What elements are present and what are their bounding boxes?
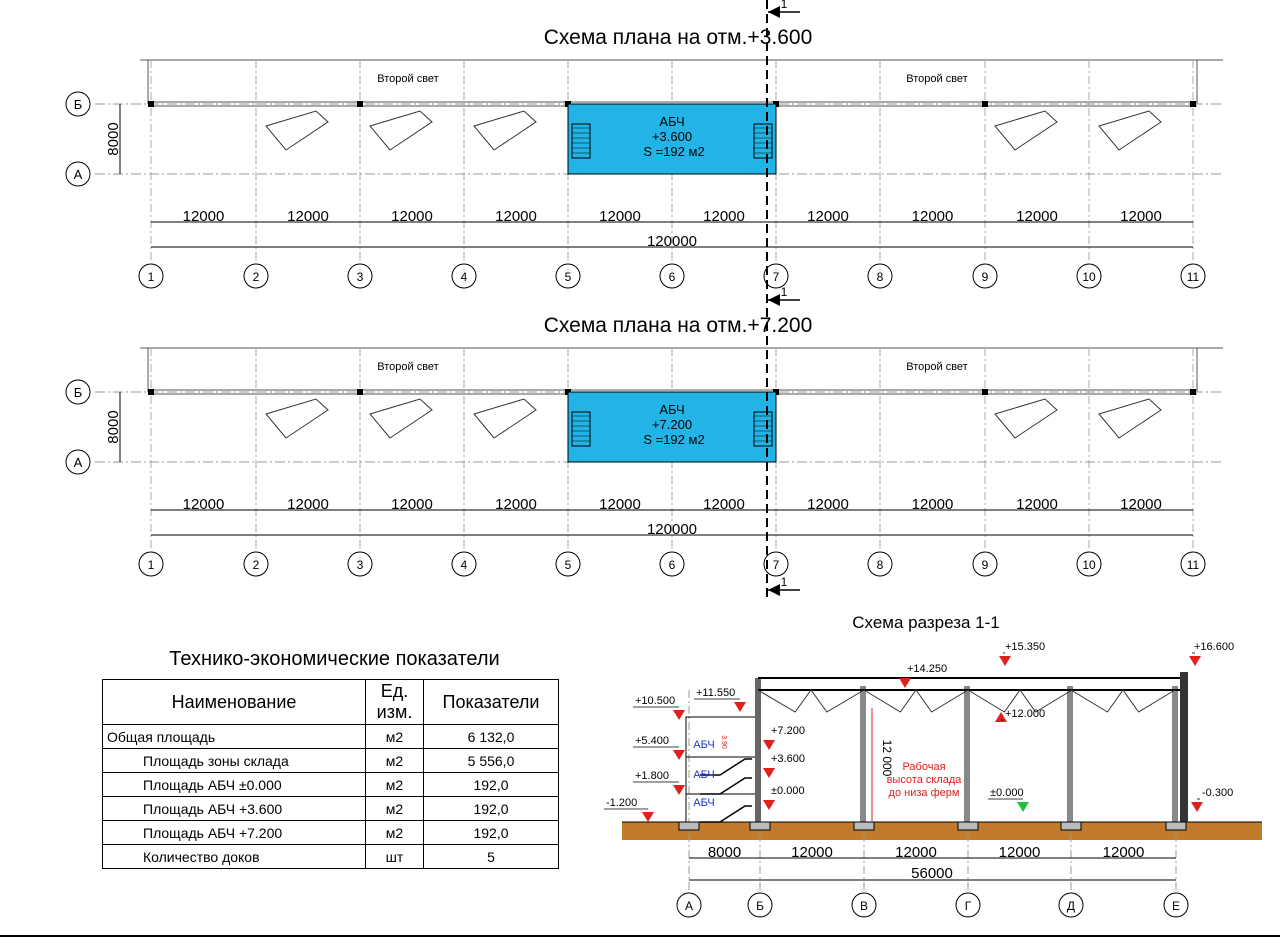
bay-dim-label: 12000 [599,496,641,513]
total-dim-label: 120000 [646,521,698,538]
plan-column [357,389,363,395]
axis-bubble [973,264,997,288]
bay-dim-label: 12000 [287,496,329,513]
tep-row [103,749,559,773]
abch-area: S =192 м2 [643,144,705,159]
tep-row-name: Общая площадь [103,725,366,749]
axis-bubble-label: 11 [1186,270,1200,284]
level-label: +16.600 [1194,641,1235,653]
height-dim-label: 12 000 [880,739,894,777]
foundation [854,822,874,830]
bay-dim-label: 12000 [495,496,537,513]
axis-bubble-label: 7 [772,558,780,572]
total-dim-label: 120000 [646,233,698,250]
axis-bubble-label: 3 [356,558,364,572]
bay-dim-label: 12000 [911,208,954,225]
bay-dim-label: 12000 [703,208,745,225]
abch-level: +7.200 [651,417,693,432]
tep-row-name: Площадь АБЧ +3.600 [103,797,366,821]
tep-row-unit: шт [366,845,424,869]
tep-header-value: Показатели [424,680,559,725]
tep-row [103,797,559,821]
abch-label: АБЧ [693,769,715,781]
axis-bubble [139,552,163,576]
abch-label: АБЧ [659,114,685,129]
axis-bubble [556,264,580,288]
axis-bubble [973,552,997,576]
axis-bubble-label: 6 [668,270,676,284]
tep-row-name: Количество доков [103,845,366,869]
section-axis-bubble [852,893,876,917]
plan-column [1190,101,1196,107]
level-label: -1.200 [606,797,638,809]
small-dim-label: 3.90 [720,735,727,749]
axis-bubble [348,552,372,576]
row-bubble [66,162,90,186]
section-column [1172,686,1178,822]
row-bubble [66,92,90,116]
tep-row-name: Площадь зоны склада [103,749,366,773]
axis-bubble [452,552,476,576]
span-dim-label: 8000 [707,844,742,861]
tep-row-value: 5 [424,845,559,869]
tep-row-value: 192,0 [424,821,559,845]
axis-bubble [868,552,892,576]
section-axis-bubble [956,893,980,917]
tep-row-name: Площадь АБЧ +7.200 [103,821,366,845]
bay-dim-label: 12000 [391,496,433,513]
abch-label: АБЧ [693,739,715,751]
abch-label: АБЧ [659,402,685,417]
axis-bubble-label: 10 [1082,270,1096,284]
plan-column [357,101,363,107]
bay-dim-label: 12000 [807,496,849,513]
bay-dim-label: 12000 [182,496,225,513]
span-dim-label: 12000 [791,844,833,861]
abch-area: S =192 м2 [643,432,705,447]
row-dim-label: 8000 [105,410,122,444]
axis-bubble-label: 1 [147,270,155,284]
section-mark-label: 1 [780,285,788,299]
row-bubble [66,380,90,404]
tep-row [103,773,559,797]
axis-bubble-label: 7 [772,270,780,284]
axis-bubble-label: 9 [981,270,989,284]
level-label: -0.300 [1202,787,1234,799]
second-light-label: Второй свет [377,73,439,85]
bay-dim-label: 12000 [703,496,745,513]
level-label: +14.250 [907,663,948,675]
plan-column [148,389,154,395]
axis-bubble [868,264,892,288]
plan-title: Схема плана на отм.+3.600 [543,26,813,49]
foundation [1166,822,1186,830]
tep-row-name: Площадь АБЧ ±0.000 [103,773,366,797]
tep-row-unit: м2 [366,821,424,845]
abch-label: АБЧ [693,797,715,809]
axis-bubble-label: 1 [147,558,155,572]
section-axis-bubble [1164,893,1188,917]
axis-bubble [1077,552,1101,576]
axis-bubble [139,264,163,288]
foundation [1061,822,1081,830]
row-dim-label: 8000 [105,122,122,156]
axis-bubble-label: 10 [1082,558,1096,572]
tep-title: Технико-экономические показатели [169,648,500,670]
axis-bubble-label: 6 [668,558,676,572]
section-axis-label: Г [964,899,972,913]
section-note: до низа ферм [888,787,960,799]
tep-table [102,679,559,869]
section-axis-bubble [1059,893,1083,917]
tep-header-unit: Ед. изм. [366,680,424,725]
bay-dim-label: 12000 [182,208,225,225]
plan-column [982,389,988,395]
axis-bubble-label: 8 [876,270,884,284]
tep-row-unit: м2 [366,749,424,773]
level-label: ±0.000 [990,787,1024,799]
section-axis-label: В [859,899,869,913]
level-label: ±0.000 [771,785,805,797]
row-bubble-label: Б [73,385,83,400]
axis-bubble [452,264,476,288]
span-dim-label: 12000 [895,844,937,861]
foundation [958,822,978,830]
axis-bubble-label: 4 [460,558,468,572]
tep-row-value: 192,0 [424,797,559,821]
axis-bubble-label: 2 [252,270,260,284]
bay-dim-label: 12000 [495,208,537,225]
axis-bubble [1077,264,1101,288]
column-b [755,678,761,822]
axis-bubble [244,552,268,576]
section-axis-label: Б [756,899,764,913]
axis-bubble-label: 8 [876,558,884,572]
section-axis-bubble [677,893,701,917]
axis-bubble [660,264,684,288]
bay-dim-label: 12000 [1120,496,1162,513]
axis-bubble-label: 11 [1186,558,1200,572]
axis-bubble-label: 9 [981,558,989,572]
tep-row-unit: м2 [366,797,424,821]
level-label: +1.800 [635,770,669,782]
level-label: +10.500 [635,695,676,707]
level-label: +5.400 [635,735,669,747]
tep-row-unit: м2 [366,773,424,797]
section-column [860,686,866,822]
tep-row [103,725,559,749]
section-note: Рабочая [902,761,946,773]
tep-header-row [103,680,559,725]
axis-bubble [556,552,580,576]
row-bubble [66,450,90,474]
row-bubble-label: А [73,167,83,182]
axis-bubble-label: 2 [252,558,260,572]
section-axis-bubble [748,893,772,917]
span-dim-label: 12000 [1102,844,1145,861]
tep-row-value: 192,0 [424,773,559,797]
parapet-wall [1180,672,1188,822]
bay-dim-label: 12000 [911,496,954,513]
level-label: +11.550 [696,687,736,699]
second-light-label: Второй свет [377,361,439,373]
bay-dim-label: 12000 [1016,208,1058,225]
foundation [750,822,770,830]
tep-row-value: 5 556,0 [424,749,559,773]
axis-bubble-label: 4 [460,270,468,284]
bay-dim-label: 12000 [807,208,849,225]
axis-bubble [1181,552,1205,576]
tep-row [103,845,559,869]
row-bubble-label: А [73,455,83,470]
bay-dim-label: 12000 [391,208,433,225]
bay-dim-label: 12000 [287,208,329,225]
section-title: Схема разреза 1-1 [852,613,1000,632]
axis-bubble [348,264,372,288]
span-dim-label: 12000 [998,844,1041,861]
section-column [964,686,970,822]
bay-dim-label: 12000 [599,208,641,225]
tep-header-name: Наименование [103,680,366,725]
second-light-label: Второй свет [906,73,968,85]
level-label: +3.600 [771,753,805,765]
tep-row-unit: м2 [366,725,424,749]
section-axis-label: А [684,899,694,913]
section-note: высота склада [886,774,962,786]
section-axis-label: Е [1171,899,1181,913]
tep-row-value: 6 132,0 [424,725,559,749]
second-light-label: Второй свет [906,361,968,373]
section-axis-label: Д [1066,899,1076,913]
bay-dim-label: 12000 [1016,496,1058,513]
row-bubble-label: Б [73,97,83,112]
total-span-dim-label: 56000 [911,865,953,882]
level-label: +7.200 [771,725,805,737]
plan-column [982,101,988,107]
axis-bubble [1181,264,1205,288]
bay-dim-label: 12000 [1120,208,1162,225]
level-label: +12.000 [1005,708,1046,720]
section-column [1067,686,1073,822]
foundation [679,822,699,830]
axis-bubble-label: 5 [564,270,572,284]
plan-column [1190,389,1196,395]
axis-bubble-label: 3 [356,270,364,284]
level-label: +15.350 [1005,641,1046,653]
axis-bubble [660,552,684,576]
section-mark-label: 1 [780,575,788,589]
abch-level: +3.600 [651,129,693,144]
axis-bubble-label: 5 [564,558,572,572]
tep-row [103,821,559,845]
plan-column [148,101,154,107]
section-mark-label: 1 [780,0,788,11]
axis-bubble [244,264,268,288]
plan-title: Схема плана на отм.+7.200 [543,314,813,337]
